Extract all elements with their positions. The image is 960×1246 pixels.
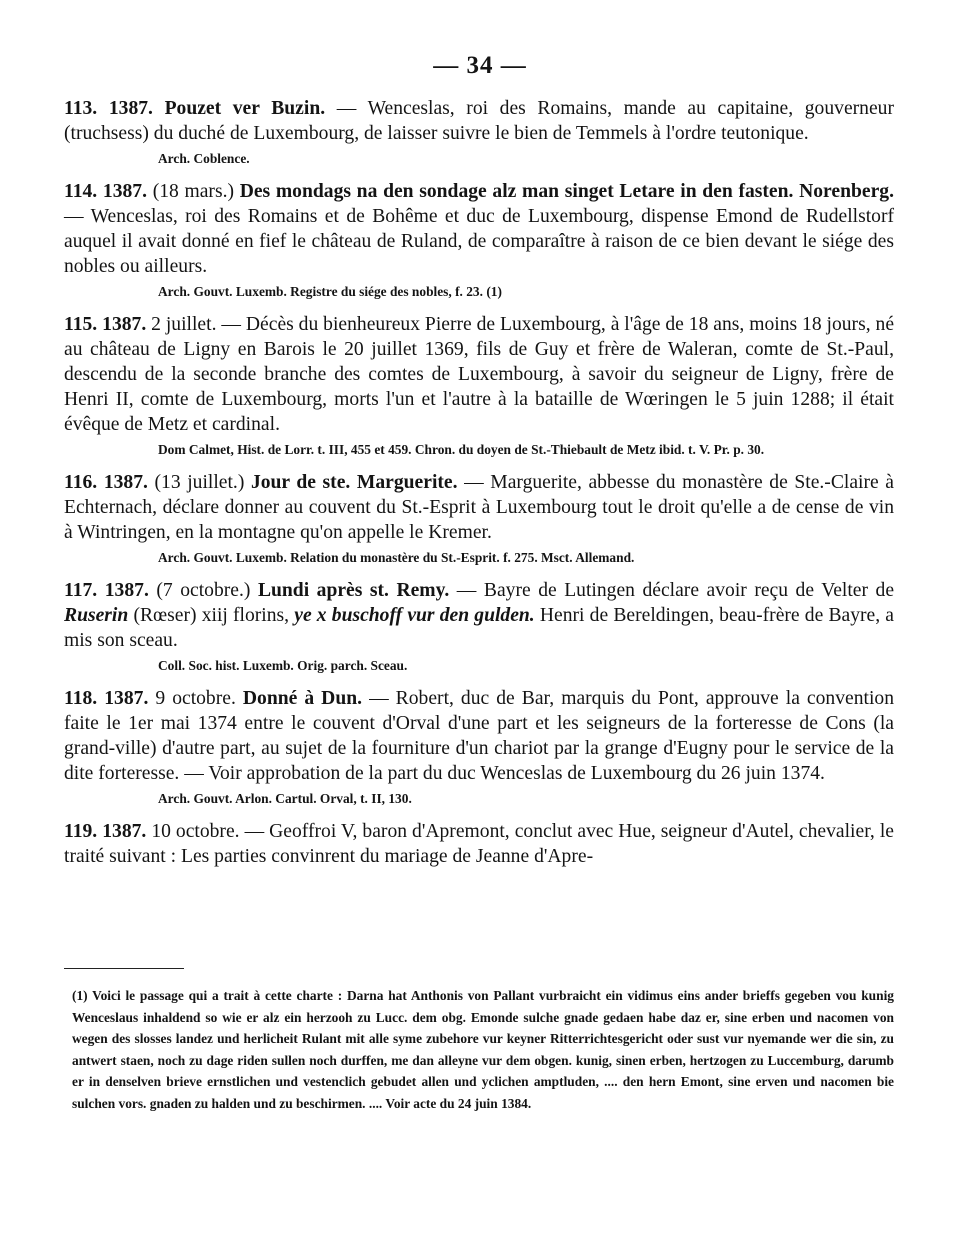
entry-year: 1387. [104,580,149,601]
entry-body: — Wenceslas, roi des Romains, mande au capitaine, gouverneur (truchsess) du duché de Luxembourg, de laisser suivre le bien de Temmels à l'ordre teutonique. [64,98,894,144]
entry-number: 113. [64,98,98,119]
entry-source: Arch. Gouvt. Luxemb. Relation du monastère du St.-Esprit. f. 275. Msct. Allemand. [158,550,635,565]
entry-118 [64,686,894,809]
entry-source: Arch. Gouvt. Arlon. Cartul. Orval, t. II, 130. [158,791,412,806]
entry-text [64,179,894,279]
entry-year: 1387. [104,688,149,709]
entry-number: 115. [64,314,98,335]
entry-number: 114. [64,181,98,202]
footnote-divider [64,968,184,969]
entry-body: — Bayre de Lutingen déclare avoir reçu de Velter de [456,580,895,601]
entry-number: 117. [64,580,98,601]
entry-text [64,686,894,786]
entry-heading: Donné à Dun. [242,688,363,709]
entry-year: 1387. [108,98,153,119]
entry-italic: ye x buschoff vur den gulden. [294,605,535,626]
entry-text [64,470,894,545]
entry-date: (7 octobre.) [156,580,251,601]
entry-year: 1387. [103,472,148,493]
entry-116 [64,470,894,568]
entry-heading: Lundi après st. Remy. [257,580,450,601]
entry-heading: Des mondags na den sondage alz man singet Letare in den fasten. Norenberg. [239,181,894,202]
entry-source: Coll. Soc. hist. Luxemb. Orig. parch. Sceau. [158,658,408,673]
entry-italic: Ruserin [64,605,129,626]
entry-body: — Geoffroi V, baron d'Apremont, conclut avec Hue, seigneur d'Autel, chevalier, le traité suivant : Les parties convinrent du mariage de Jeanne d'Apre- [64,821,894,867]
entry-heading: Jour de ste. Marguerite. [250,472,458,493]
entry-source: Dom Calmet, Hist. de Lorr. t. III, 455 et 459. Chron. du doyen de St.-Thiebault de Metz ibid. t. V. Pr. p. 30. [158,442,765,457]
entry-date: 9 octobre. [155,688,236,709]
entry-body: — Marguerite, abbesse du monastère de Ste.-Claire à Echternach, déclare donner au couvent du St.-Esprit à Luxembourg tout le droit qu'elle a de cense de vin à Wintringen, en la montagne qu'on appelle le Kremer. [64,472,894,543]
entry-body: Henri de Bereldingen, beau-frère de Bayre, a mis son sceau. [64,605,894,651]
entry-114 [64,179,894,302]
entry-text [64,96,894,146]
entry-113 [64,96,894,169]
page-number: — 34 — [433,52,527,79]
entry-year: 1387. [102,314,147,335]
entry-115 [64,312,894,460]
entry-text [64,312,894,437]
entry-year: 1387. [102,821,147,842]
entry-117 [64,578,894,676]
entry-date: 10 octobre. [151,821,240,842]
entry-date: (18 mars.) [152,181,235,202]
entry-number: 116. [64,472,98,493]
entry-body: — Robert, duc de Bar, marquis du Pont, approuve la convention faite le 1er mai 1374 entre le couvent d'Orval d'une part et les seigneurs de la forteresse de Cons (la grand-ville) d'autre part, au sujet de la fourniture d'un chariot par la grange d'Eugny pour le service de la dite forteresse. — Voir approbation de la part du duc Wenceslas de Luxembourg du 26 juin 1374. [64,688,894,784]
entry-body: — Wenceslas, roi des Romains et de Bohême et duc de Luxembourg, dispense Emond de Rudellstorf auquel il avait donné en fief le château de Ruland, de comparaître à raison de ce bien devant le siége des nobles ou ailleurs. [64,206,894,277]
entry-body: — Décès du bienheureux Pierre de Luxembourg, à l'âge de 18 ans, moins 18 jours, né au château de Ligny en Barois le 20 juillet 1369, fils de Guy et frère de Waleran, comte de St.-Paul, descendu de la seconde branche des comtes de Luxembourg, à savoir du seigneur de Ligny, frère de Henri II, comte de Luxembourg, morts l'un et l'autre à la bataille de Wœringen le 5 juin 1288; il était évêque de Metz et cardinal. [64,314,895,435]
entry-date: 2 juillet. [151,314,217,335]
footnote: (1) Voici le passage qui a trait à cette charte : Darna hat Anthonis von Pallant vurbraicht ein vidimus eins ander brieffs gegeben vou kunig Wenceslaus inhaldend so wie er alz ein herzooh zu Lucc. dem obg. Emonde sulche gnade gedaen habe daz er, sine erben und nacomen von wegen des slosses landez und herlicheit Rulant mit alle syme zubehore vur keyner Ritterrichtesgericht oder sust vur nyemande wer die sin, zu antwert staen, noch zu dage riden sullen noch durffen, me dan alleyne vur dem obgen. kunig, sinen erben, hertzogen zu Luccemburg, darumb er in denselven brieve ernstlichen und vestenclich gebudet allen und yclichen amptluden, .... den hern Emont, sine erven und nacomen bie sulchen vors. gnaden zu halden und zu beschirmen. .... Voir acte du 24 juin 1384. [72,988,894,1111]
entries-list [64,96,894,869]
entry-date: (13 juillet.) [154,472,245,493]
entry-number: 119. [64,821,98,842]
entry-text [64,819,894,869]
entry-text [64,578,894,653]
entry-year: 1387. [102,181,147,202]
entry-heading: Pouzet ver Buzin. [164,98,326,119]
entry-body: (Rœser) xiij florins, [133,605,290,626]
entry-source: Arch. Coblence. [158,151,250,166]
entry-number: 118. [64,688,98,709]
entry-119 [64,819,894,869]
entry-source: Arch. Gouvt. Luxemb. Registre du siége des nobles, f. 23. (1) [158,284,502,299]
